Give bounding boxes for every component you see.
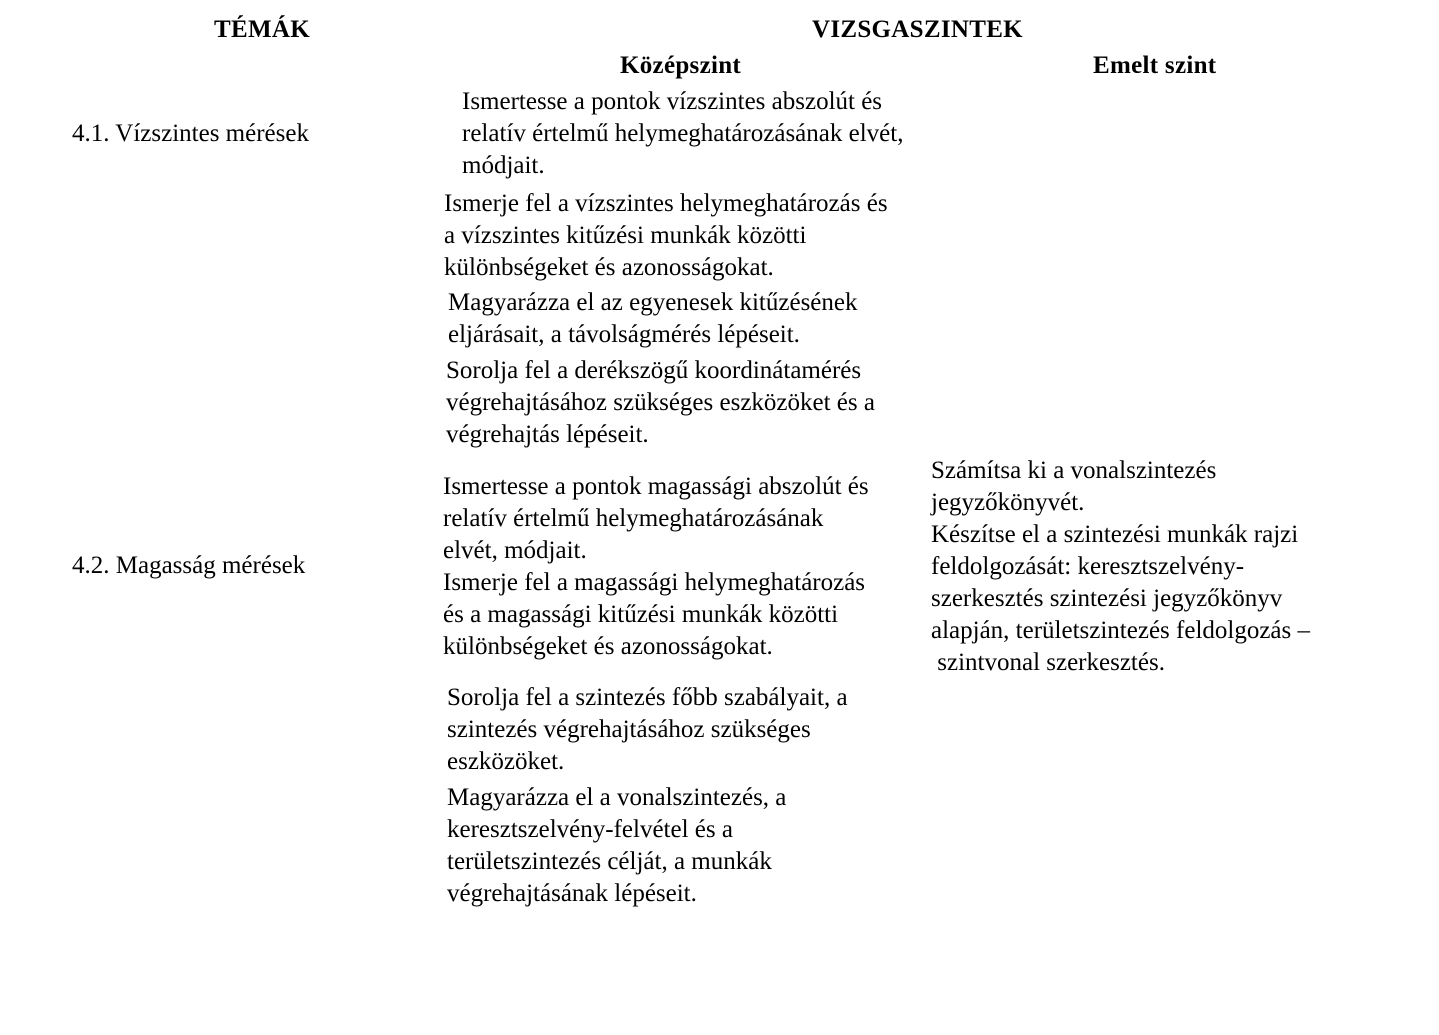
mid-level-requirement bbox=[462, 86, 903, 182]
mid-level-requirement bbox=[446, 355, 875, 451]
topic-height-measurements: 4.2. Magasság mérések bbox=[72, 552, 306, 579]
text-line: eszközöket. bbox=[447, 748, 565, 775]
text-line: Készítse el a szintezési munkák rajzi bbox=[931, 521, 1299, 548]
mid-level-header: Középszint bbox=[620, 52, 742, 79]
mid-level-requirement bbox=[447, 782, 786, 910]
text-line: szintvonal szerkesztés. bbox=[931, 649, 1165, 676]
text-line: relatív értelmű helymeghatározásának elvét, bbox=[462, 120, 904, 147]
mid-level-requirement bbox=[443, 471, 869, 663]
text-line: jegyzőkönyvét. bbox=[931, 489, 1085, 516]
text-line: végrehajtásának lépéseit. bbox=[447, 880, 697, 907]
exam-levels-header: VIZSGASZINTEK bbox=[812, 16, 1023, 43]
text-line: feldolgozását: keresztszelvény- bbox=[931, 553, 1245, 580]
text-line: végrehajtásához szükséges eszközöket és a bbox=[446, 389, 875, 416]
text-line: Magyarázza el a vonalszintezés, a bbox=[447, 784, 787, 811]
text-line: Ismerje fel a vízszintes helymeghatározás és bbox=[444, 190, 888, 217]
text-line: Sorolja fel a derékszögű koordinátamérés bbox=[446, 357, 862, 384]
mid-level-requirement bbox=[448, 287, 858, 351]
text-line: relatív értelmű helymeghatározásának bbox=[443, 505, 824, 532]
advanced-level-header: Emelt szint bbox=[1093, 52, 1217, 79]
text-line: különbségeket és azonosságokat. bbox=[444, 254, 774, 281]
mid-level-requirement bbox=[444, 188, 888, 284]
text-line: Számítsa ki a vonalszintezés bbox=[931, 457, 1217, 484]
text-line: és a magassági kitűzési munkák közötti bbox=[443, 601, 839, 628]
text-line: módjait. bbox=[462, 152, 545, 179]
text-line: Sorolja fel a szintezés főbb szabályait, a bbox=[447, 684, 848, 711]
text-line: elvét, módjait. bbox=[443, 537, 587, 564]
text-line: alapján, területszintezés feldolgozás – bbox=[931, 617, 1311, 644]
text-line: Ismertesse a pontok magassági abszolút és bbox=[443, 473, 869, 500]
text-line: Ismertesse a pontok vízszintes abszolút és bbox=[462, 88, 883, 115]
advanced-level-requirement bbox=[931, 455, 1310, 679]
text-line: végrehajtás lépéseit. bbox=[446, 421, 649, 448]
text-line: szerkesztés szintezési jegyzőkönyv bbox=[931, 585, 1283, 612]
text-line: szintezés végrehajtásához szükséges bbox=[447, 716, 811, 743]
text-line: területszintezés célját, a munkák bbox=[447, 848, 772, 875]
mid-level-requirement bbox=[447, 682, 848, 778]
text-line: különbségeket és azonosságokat. bbox=[443, 633, 773, 660]
topics-header: TÉMÁK bbox=[214, 16, 310, 43]
text-line: Magyarázza el az egyenesek kitűzésének bbox=[448, 289, 858, 316]
text-line: Ismerje fel a magassági helymeghatározás bbox=[443, 569, 866, 596]
topic-horizontal-measurements: 4.1. Vízszintes mérések bbox=[72, 120, 309, 147]
text-line: keresztszelvény-felvétel és a bbox=[447, 816, 733, 843]
text-line: eljárásait, a távolságmérés lépéseit. bbox=[448, 321, 800, 348]
text-line: a vízszintes kitűzési munkák közötti bbox=[444, 222, 807, 249]
